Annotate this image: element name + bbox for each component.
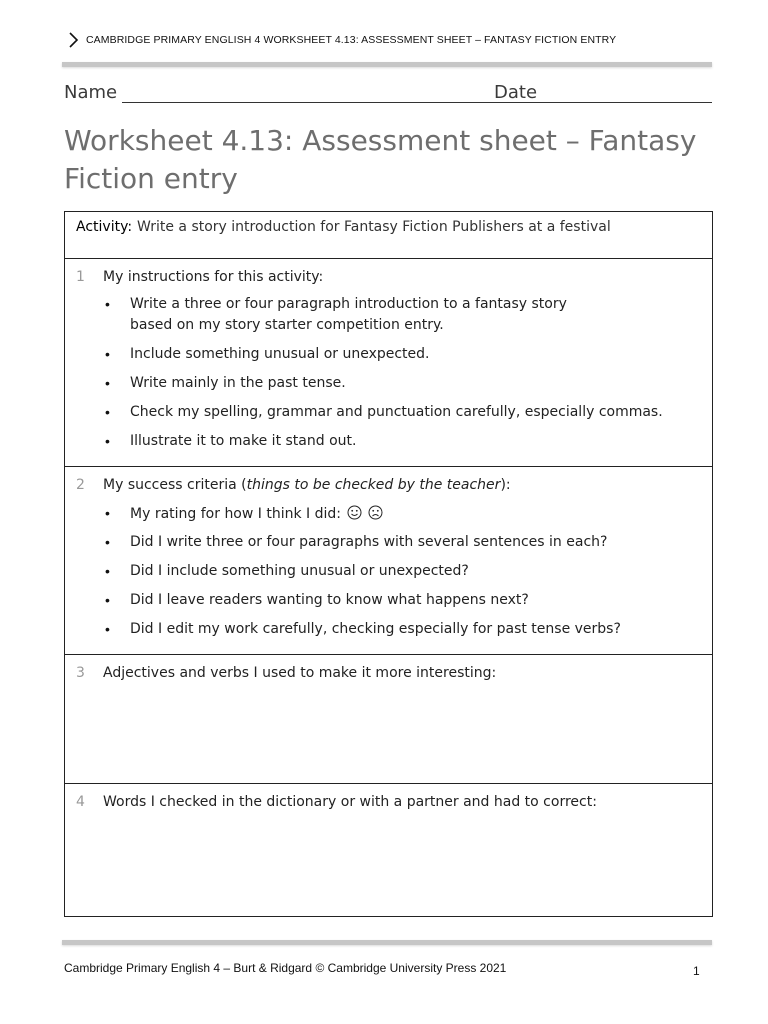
section-heading: Words I checked in the dictionary or with a partner and had to correct: xyxy=(103,794,597,810)
section-number: 4 xyxy=(76,794,85,810)
page-number: 1 xyxy=(693,964,700,978)
bullet: • xyxy=(105,592,110,608)
footer-copyright: Cambridge Primary English 4 – Burt & Ridgard © Cambridge University Press 2021 xyxy=(64,961,507,975)
frowny-face-icon xyxy=(368,505,383,520)
list-item-continuation: based on my story starter competition entry. xyxy=(130,317,444,333)
list-item: Did I leave readers wanting to know what happens next? xyxy=(130,592,529,608)
list-item: Include something unusual or unexpected. xyxy=(130,346,430,362)
section-2 xyxy=(65,467,712,655)
header-rule xyxy=(62,62,712,67)
section-number: 3 xyxy=(76,665,85,681)
activity-text: Write a story introduction for Fantasy Fiction Publishers at a festival xyxy=(137,219,611,235)
bullet: • xyxy=(105,296,110,312)
bullet: • xyxy=(105,433,110,449)
date-label: Date xyxy=(494,82,538,103)
name-date-row xyxy=(64,80,714,108)
bullet: • xyxy=(105,346,110,362)
bullet: • xyxy=(105,563,110,579)
section-4[interactable] xyxy=(65,784,712,916)
list-item xyxy=(130,505,383,522)
section-heading: Adjectives and verbs I used to make it more interesting: xyxy=(103,665,497,681)
name-field-line[interactable] xyxy=(122,102,546,103)
activity-row xyxy=(65,212,712,259)
heading-italic: things to be checked by the teacher xyxy=(246,477,501,493)
running-header xyxy=(66,30,716,50)
page-title xyxy=(64,122,704,198)
list-item: Check my spelling, grammar and punctuation carefully, especially commas. xyxy=(130,404,663,420)
list-item: Did I include something unusual or unexpected? xyxy=(130,563,469,579)
list-item: Write a three or four paragraph introduction to a fantasy story xyxy=(130,296,567,312)
rating-text: My rating for how I think I did: xyxy=(130,506,341,522)
list-item: Did I edit my work carefully, checking especially for past tense verbs? xyxy=(130,621,621,637)
name-label: Name xyxy=(64,82,118,103)
section-3[interactable] xyxy=(65,655,712,784)
heading-pre: My success criteria ( xyxy=(103,477,247,493)
section-heading: My instructions for this activity: xyxy=(103,269,324,285)
bullet: • xyxy=(105,404,110,420)
footer-rule xyxy=(62,940,712,945)
section-number: 2 xyxy=(76,477,85,493)
bullet: • xyxy=(105,375,110,391)
header-text: CAMBRIDGE PRIMARY ENGLISH 4 WORKSHEET 4.13: ASSESSMENT SHEET – FANTASY FICTION ENTRY xyxy=(86,34,617,46)
assessment-table xyxy=(64,211,713,917)
section-heading xyxy=(103,477,511,493)
list-item: Did I write three or four paragraphs with several sentences in each? xyxy=(130,534,608,550)
chevron-right-icon xyxy=(66,31,80,49)
bullet: • xyxy=(105,505,110,521)
smiley-face-icon xyxy=(347,505,362,520)
activity-label: Activity: xyxy=(76,219,133,235)
section-number: 1 xyxy=(76,269,85,285)
title-line-1: Worksheet 4.13: Assessment sheet – Fantasy xyxy=(64,124,697,157)
heading-post: ): xyxy=(500,477,511,493)
list-item: Write mainly in the past tense. xyxy=(130,375,346,391)
bullet: • xyxy=(105,621,110,637)
list-item: Illustrate it to make it stand out. xyxy=(130,433,357,449)
title-line-2: Fiction entry xyxy=(64,162,238,195)
section-1 xyxy=(65,259,712,467)
bullet: • xyxy=(105,534,110,550)
date-field-line[interactable] xyxy=(542,102,712,103)
